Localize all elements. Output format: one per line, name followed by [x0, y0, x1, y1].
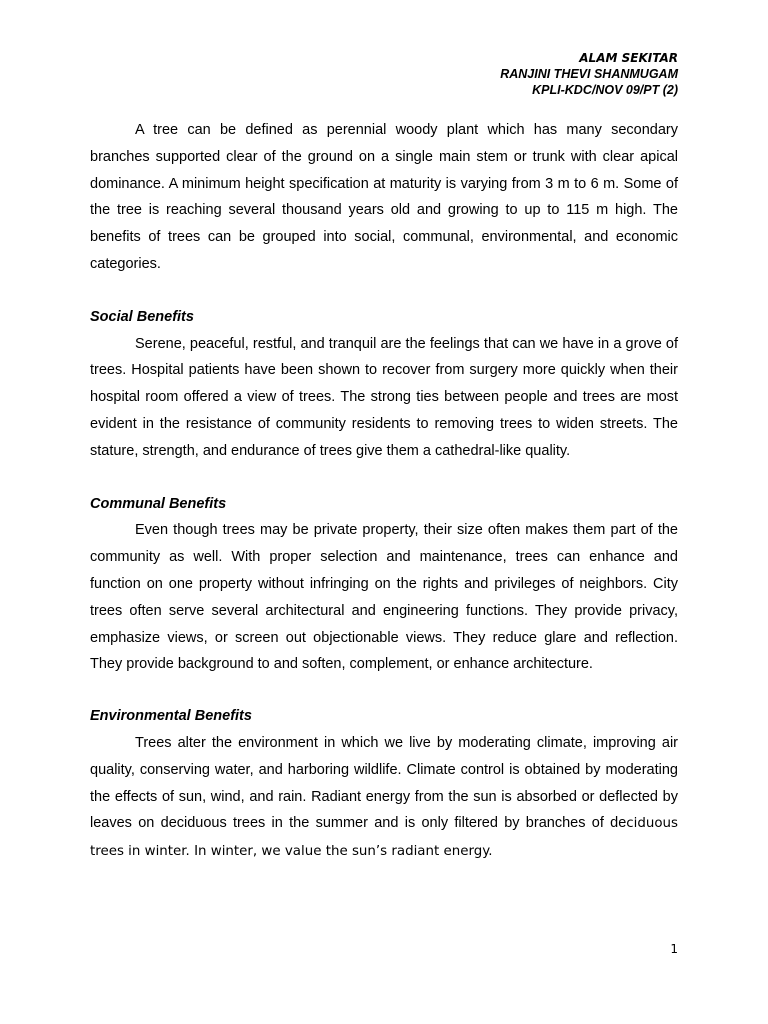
header-course-code: KPLI-KDC/NOV 09/PT (2) — [532, 83, 678, 97]
environmental-text-tail: ciduous trees in winter. In winter, we value the sun’s radiant energy. — [90, 816, 678, 860]
header-subject: ALAM SEKITAR — [579, 51, 678, 65]
social-benefits-paragraph: Serene, peaceful, restful, and tranquil are the feelings that can we have in a grove of trees. Hospital patients have been shown to recover from surgery more quickly when their hospital room offered a view of trees. The strong ties between people and trees are most evident in the resistance of community residents to removing trees to widen streets. The stature, strength, and endurance of trees give them a cathedral-like quality. — [90, 335, 678, 459]
page-number: 1 — [670, 942, 678, 956]
communal-benefits-heading: Communal Benefits — [90, 495, 227, 512]
environmental-benefits-heading: Environmental Benefits — [90, 708, 252, 725]
intro-paragraph: A tree can be defined as perennial woody plant which has many secondary branches supported clear of the ground on a single main stem or trunk with clear apical dominance. A minimum height specification at maturity is varying from 3 m to 6 m. Some of the tree is reaching several thousand years old and growing to up to 115 m high. The benefits of trees can be grouped into social, communal, environmental, and economic categories. — [90, 122, 678, 272]
document-header — [500, 50, 678, 98]
social-benefits-heading: Social Benefits — [90, 308, 194, 325]
environmental-benefits-paragraph — [90, 730, 678, 866]
environmental-text-main: Trees alter the environment in which we live by moderating climate, improving air quality, conserving water, and harboring wildlife. Climate control is obtained by moderating the effects of sun, wind, and rain. Radiant energy from the sun is absorbed or deflected by leaves on deciduous trees in the summer and is only filtered by branches of de — [90, 734, 678, 832]
communal-benefits-paragraph: Even though trees may be private property, their size often makes them part of the community as well. With proper selection and maintenance, trees can enhance and function on one property without infringing on the rights and privileges of neighbors. City trees often serve several architectural and engineering functions. They provide privacy, emphasize views, or screen out objectionable views. They reduce glare and reflection. They provide background to and soften, complement, or enhance architecture. — [90, 522, 678, 673]
document-body — [90, 117, 678, 866]
header-author: RANJINI THEVI SHANMUGAM — [500, 67, 678, 81]
